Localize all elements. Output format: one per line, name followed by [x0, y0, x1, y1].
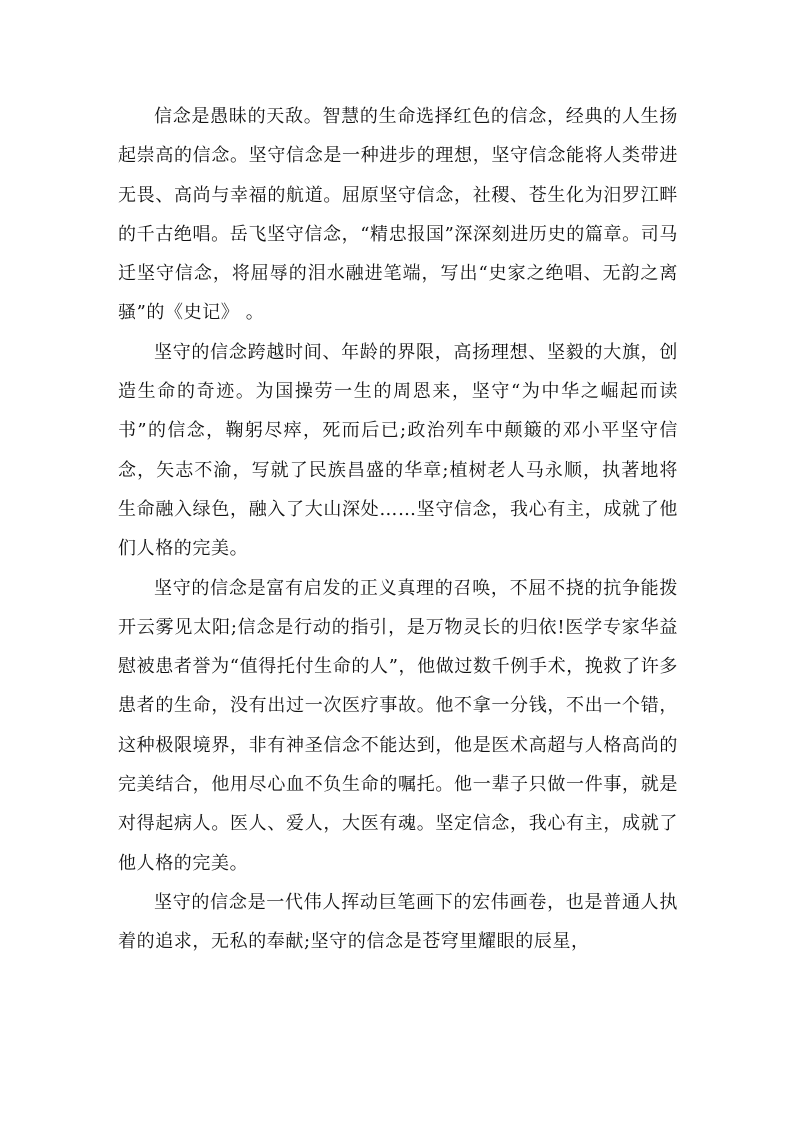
- paragraph-1: 信念是愚昧的天敌。智慧的生命选择红色的信念，经典的人生扬起崇高的信念。坚守信念是一种进步的理想，坚守信念能将人类带进无畏、高尚与幸福的航道。屈原坚守信念，社稷、苍生化为汨罗江畔的千古绝唱。岳飞坚守信念，“精忠报国”深深刻进历史的篇章。司马迁坚守信念，将屈辱的泪水融进笔端，写出“史家之绝唱、无韵之离骚”的《史记》 。: [118, 106, 678, 324]
- document-body: [118, 97, 678, 962]
- paragraph-3: 坚守的信念是富有启发的正义真理的召唤，不屈不挠的抗争能拨开云雾见太阳;信念是行动的指引，是万物灵长的归依!医学专家华益慰被患者誉为“值得托付生命的人”，他做过数千例手术，挽救了许多患者的生命，没有出过一次医疗事故。他不拿一分钱，不出一个错，这种极限境界，非有神圣信念不能达到，他是医术高超与人格高尚的完美结合，他用尽心血不负生命的嘱托。他一辈子只做一件事，就是对得起病人。医人、爱人，大医有魂。坚定信念，我心有主，成就了他人格的完美。: [118, 577, 678, 874]
- paragraph-2: 坚守的信念跨越时间、年龄的界限，高扬理想、坚毅的大旗，创造生命的奇迹。为国操劳一生的周恩来，坚守“为中华之崛起而读书”的信念，鞠躬尽瘁，死而后已;政治列车中颠簸的邓小平坚守信念，矢志不渝，写就了民族昌盛的华章;植树老人马永顺，执著地将生命融入绿色，融入了大山深处……坚守信念，我心有主，成就了他们人格的完美。: [118, 341, 678, 560]
- paragraph-4: 坚守的信念是一代伟人挥动巨笔画下的宏伟画卷，也是普通人执着的追求，无私的奉献;坚守的信念是苍穹里耀眼的辰星，: [118, 891, 678, 953]
